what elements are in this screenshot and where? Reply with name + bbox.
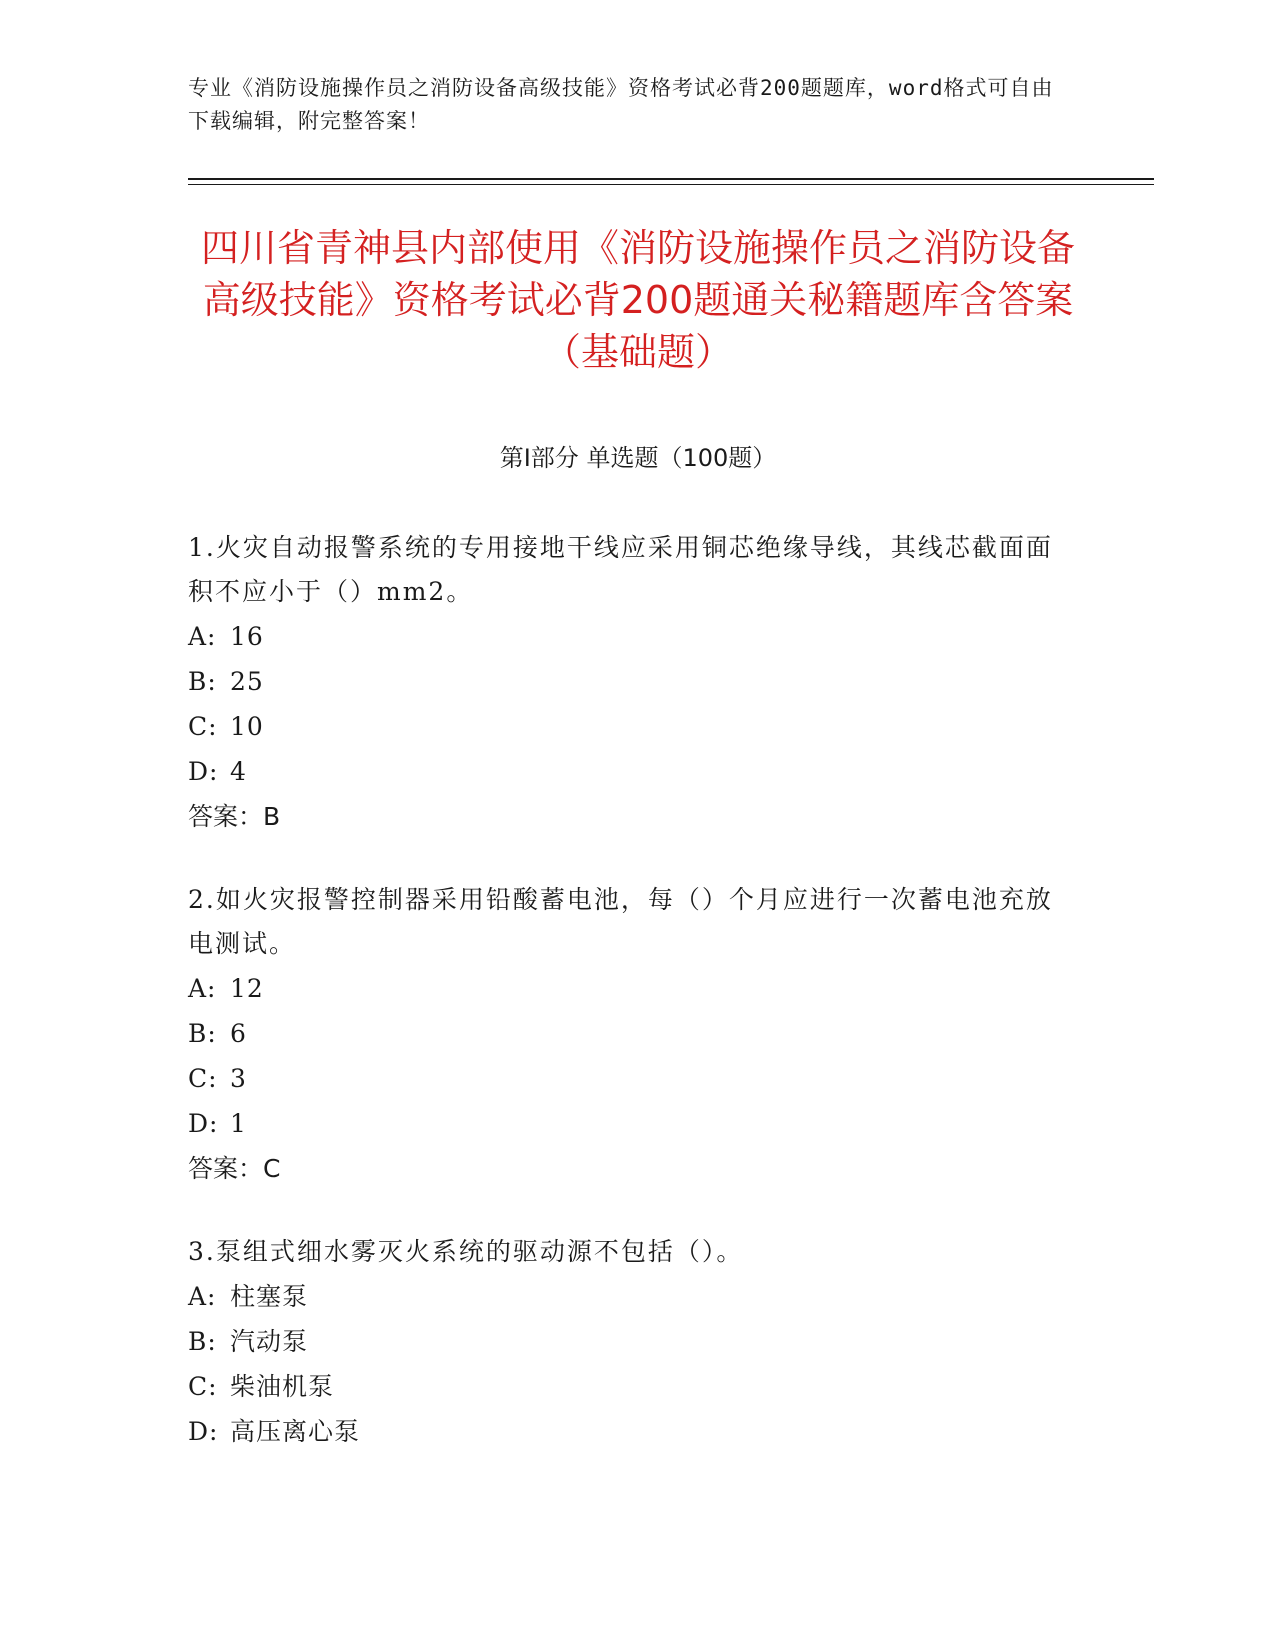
option-label: D:	[188, 1417, 219, 1446]
option-label: C:	[188, 712, 218, 741]
section-title: 第Ⅰ部分 单选题（100题）	[499, 444, 777, 472]
question-item	[188, 878, 1068, 1192]
option-d	[188, 1409, 1068, 1454]
option-label: B:	[188, 1327, 217, 1356]
option-label: B:	[188, 1019, 217, 1048]
header-divider-thin	[188, 184, 1154, 185]
question-stem: 1.火灾自动报警系统的专用接地干线应采用铜芯绝缘导线，其线芯截面面积不应小于（）mm2。	[188, 533, 1053, 606]
option-label: D:	[188, 1109, 219, 1138]
option-text: 1	[230, 1109, 247, 1138]
option-text: 3	[230, 1064, 247, 1093]
header-divider	[188, 178, 1154, 180]
option-label: A:	[188, 1282, 217, 1311]
option-b	[188, 1011, 1068, 1056]
option-text: 4	[230, 757, 247, 786]
option-text: 柴油机泵	[230, 1372, 335, 1401]
option-text: 12	[230, 974, 264, 1003]
question-item	[188, 1230, 1068, 1454]
option-label: B:	[188, 667, 217, 696]
option-d	[188, 1101, 1068, 1146]
option-a	[188, 1274, 1068, 1319]
option-text: 10	[230, 712, 264, 741]
option-b	[188, 659, 1068, 704]
option-label: D:	[188, 757, 219, 786]
answer-text: 答案：B	[188, 802, 281, 831]
question-stem: 2.如火灾报警控制器采用铅酸蓄电池，每（）个月应进行一次蓄电池充放电测试。	[188, 885, 1053, 958]
option-a	[188, 966, 1068, 1011]
option-text: 6	[230, 1019, 247, 1048]
option-text: 汽动泵	[230, 1327, 309, 1356]
question-item	[188, 526, 1068, 840]
option-c	[188, 1056, 1068, 1101]
option-text: 高压离心泵	[230, 1417, 361, 1446]
option-text: 25	[230, 667, 264, 696]
option-label: C:	[188, 1064, 218, 1093]
option-d	[188, 749, 1068, 794]
header-note: 专业《消防设施操作员之消防设备高级技能》资格考试必背200题题库，word格式可自由下载编辑，附完整答案！	[188, 76, 1054, 133]
question-stem: 3.泵组式细水雾灭火系统的驱动源不包括（）。	[188, 1237, 744, 1266]
document-title: 四川省青神县内部使用《消防设施操作员之消防设备高级技能》资格考试必背200题通关秘籍题库含答案（基础题）	[200, 226, 1075, 374]
option-c	[188, 704, 1068, 749]
option-text: 16	[230, 622, 264, 651]
option-label: A:	[188, 622, 217, 651]
option-text: 柱塞泵	[230, 1282, 309, 1311]
question-list	[188, 526, 1068, 1492]
option-c	[188, 1364, 1068, 1409]
option-label: C:	[188, 1372, 218, 1401]
option-b	[188, 1319, 1068, 1364]
answer-text: 答案：C	[188, 1154, 281, 1183]
option-label: A:	[188, 974, 217, 1003]
option-a	[188, 614, 1068, 659]
